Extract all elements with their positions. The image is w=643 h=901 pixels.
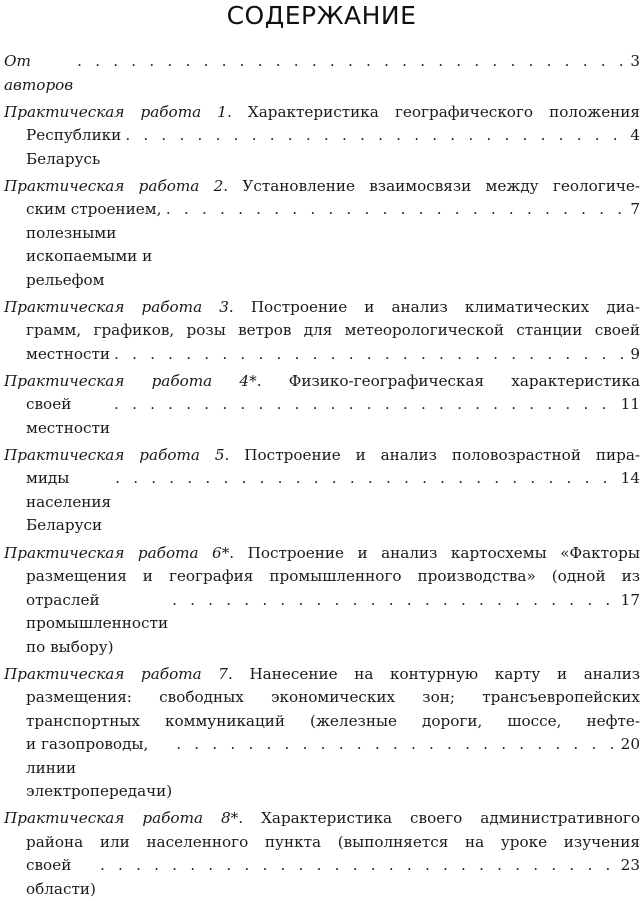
entry-text-line: Нанесение на контурную карту и анализ — [249, 664, 641, 683]
entry-text-line: Характеристика своего административного — [261, 809, 640, 828]
entry-label: Практическая работа 5 — [4, 445, 225, 464]
entry-text-line: грамм, графиков, розы ветров для метеорологической станции своей — [26, 321, 640, 340]
entry-label: Практическая работа 1 — [4, 102, 227, 121]
entry-label: Практическая работа 8* — [4, 809, 239, 828]
toc-entry[interactable]: Практическая работа 7. Нанесение на контурную карту и анализ размещения: свободных экономических зон; трансъевропейских транспортных коммуникаций (железные дороги, шоссе, нефте- и газопроводы, линии электропередачи) . . . 20 — [4, 663, 640, 804]
entry-text-line: местности — [26, 344, 111, 363]
page-number[interactable]: 7 — [630, 200, 640, 219]
entry-text-line: своей области) — [26, 856, 96, 898]
entry-text-line: и газопроводы, линии электропередачи) — [26, 735, 173, 801]
entry-text-line: Установление взаимосвязи между геологиче- — [242, 176, 640, 195]
page-number[interactable]: 3 — [630, 52, 640, 70]
entry-label: Практическая работа 7 — [4, 664, 228, 683]
entry-text-line: Характеристика географического положения — [247, 102, 641, 121]
entry-text-line: отраслей промышленности по выбору) — [26, 590, 169, 656]
page-number[interactable]: 11 — [620, 395, 640, 414]
dot-leader — [114, 393, 617, 417]
toc-entry[interactable]: Практическая работа 6*. Построение и анализ картосхемы «Факторы размещения и география промышленного производства» (одной из отраслей промышленности по выбору) . . . 17 — [4, 542, 640, 660]
dot-leader — [114, 343, 626, 367]
toc-entry[interactable] — [4, 50, 640, 97]
page-number[interactable]: 17 — [620, 590, 640, 609]
toc-entry[interactable]: Практическая работа 1. Характеристика географического положения Республики Беларусь . . . 4 — [4, 101, 640, 172]
table-of-contents — [4, 50, 640, 901]
toc-entry[interactable]: Практическая работа 4*. Физико-географическая характеристика своей местности . . . 11 — [4, 370, 640, 441]
entry-text-line: транспортных коммуникаций (железные дороги, шоссе, нефте- — [26, 711, 640, 730]
entry-label: Практическая работа 2 — [4, 176, 224, 195]
toc-entry[interactable]: Практическая работа 8*. Характеристика своего административного района или населенного пункта (выполняется на уроке изучения своей области) . . . 23 — [4, 807, 640, 901]
dot-leader — [172, 589, 617, 613]
entry-text-line: Построение и анализ картосхемы «Факторы — [247, 543, 640, 562]
entry-text-line: размещения и география промышленного производства» (одной из — [26, 567, 640, 586]
entry-text-line: размещения: свободных экономических зон; трансъевропейских — [26, 688, 640, 707]
dot-leader — [176, 733, 616, 757]
dot-leader — [100, 854, 617, 878]
page-title: СОДЕРЖАНИЕ — [226, 1, 417, 30]
entry-label: Практическая работа 6* — [4, 543, 230, 562]
entry-label: Практическая работа 4* — [4, 371, 257, 390]
page-number[interactable]: 4 — [630, 126, 640, 145]
toc-entry[interactable]: Практическая работа 5. Построение и анализ половозрастной пира- миды населения Беларуси . . . 14 — [4, 444, 640, 538]
entry-text-line: района или населенного пункта (выполняется на уроке изучения — [26, 832, 640, 851]
entry-text-line: Построение и анализ половозрастной пира- — [244, 445, 641, 464]
entry-text-line: своей местности — [26, 395, 111, 437]
page-number[interactable]: 20 — [620, 735, 640, 754]
page-number[interactable]: 14 — [620, 469, 640, 488]
entry-text-line: миды населения Беларуси — [26, 469, 112, 535]
page-number[interactable]: 9 — [630, 344, 640, 363]
dot-leader — [77, 50, 626, 74]
dot-leader — [125, 124, 626, 148]
page-number[interactable]: 23 — [620, 856, 640, 875]
entry-label: От авторов — [4, 52, 74, 94]
entry-text-line: Физико-географическая характеристика — [288, 371, 641, 390]
entry-label: Практическая работа 3 — [4, 297, 229, 316]
entry-text-line: Республики Беларусь — [26, 126, 122, 168]
dot-leader — [166, 198, 626, 222]
entry-text-line: Построение и анализ климатических диа- — [250, 297, 640, 316]
entry-text-line: ским строением, полезными ископаемыми и рельефом — [26, 200, 162, 289]
toc-entry[interactable]: Практическая работа 2. Установление взаимосвязи между геологиче- ским строением, полезными ископаемыми и рельефом . . . 7 — [4, 175, 640, 293]
toc-entry[interactable]: Практическая работа 3. Построение и анализ климатических диа- грамм, графиков, розы ветров для метеорологической станции своей местности . . . 9 — [4, 296, 640, 367]
dot-leader — [115, 467, 617, 491]
